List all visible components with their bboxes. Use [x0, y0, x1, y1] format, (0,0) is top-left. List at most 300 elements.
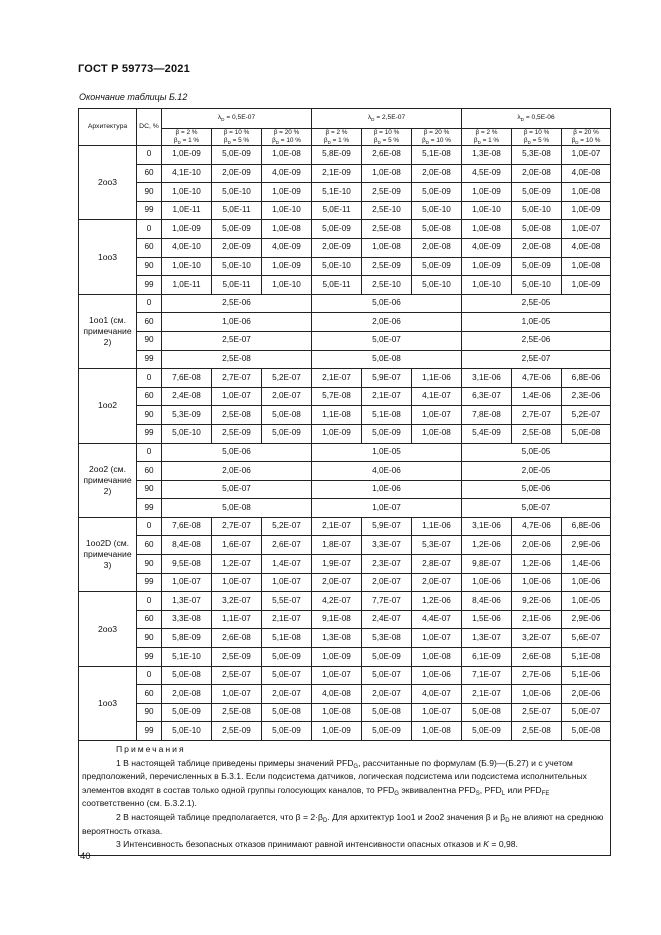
- value-cell: 1,9E-07: [312, 555, 362, 574]
- table-row: [79, 331, 611, 350]
- value-cell: 5,1E-08: [262, 629, 312, 648]
- value-cell: 1,0E-11: [162, 276, 212, 295]
- table-row: [79, 201, 611, 220]
- value-cell: 1,0E-07: [412, 629, 462, 648]
- value-cell: 2,0E-06: [162, 462, 312, 481]
- value-cell: 2,0E-05: [462, 462, 611, 481]
- value-cell: 6,8E-06: [562, 517, 611, 536]
- beta-d-value: = 5 %: [530, 137, 550, 144]
- value-cell: 1,0E-09: [462, 183, 512, 202]
- value-cell: 2,7E-07: [212, 369, 262, 388]
- value-cell: 1,0E-08: [462, 220, 512, 239]
- beta-d-subscript: D: [377, 140, 381, 145]
- table-row: [79, 722, 611, 741]
- value-cell: 2,0E-08: [412, 164, 462, 183]
- header-beta: [562, 129, 611, 146]
- page-number: 40: [80, 851, 91, 862]
- value-cell: 3,3E-08: [162, 610, 212, 629]
- value-cell: 5,0E-09: [262, 648, 312, 667]
- value-cell: 4,1E-10: [162, 164, 212, 183]
- note-1-sub: G: [394, 790, 399, 797]
- beta-d-subscript: D: [527, 140, 531, 145]
- value-cell: 5,8E-09: [312, 146, 362, 165]
- architecture-cell: 1oo2D (см. примечание 3): [79, 517, 137, 591]
- value-cell: 1,0E-06: [312, 480, 462, 499]
- value-cell: 1,3E-08: [312, 629, 362, 648]
- value-cell: 5,3E-08: [362, 629, 412, 648]
- value-cell: 5,0E-11: [312, 276, 362, 295]
- value-cell: 1,0E-09: [162, 146, 212, 165]
- value-cell: 5,4E-09: [462, 424, 512, 443]
- dc-cell: 60: [137, 238, 162, 257]
- dc-cell: 99: [137, 722, 162, 741]
- dc-cell: 99: [137, 499, 162, 518]
- value-cell: 1,4E-06: [562, 555, 611, 574]
- value-cell: 1,2E-06: [462, 536, 512, 555]
- value-cell: 5,0E-09: [462, 722, 512, 741]
- value-cell: 1,0E-09: [562, 276, 611, 295]
- value-cell: 2,5E-09: [212, 648, 262, 667]
- value-cell: 1,0E-06: [562, 573, 611, 592]
- value-cell: 1,0E-09: [312, 722, 362, 741]
- value-cell: 1,4E-06: [512, 387, 562, 406]
- value-cell: 1,0E-11: [162, 201, 212, 220]
- beta-d-subscript: D: [575, 140, 579, 145]
- beta-text: β = 20 %: [573, 129, 599, 136]
- value-cell: 7,6E-08: [162, 369, 212, 388]
- dc-cell: 90: [137, 183, 162, 202]
- value-cell: 1,0E-09: [462, 257, 512, 276]
- value-cell: 1,0E-08: [412, 648, 462, 667]
- value-cell: 5,0E-08: [262, 703, 312, 722]
- note-2-sub: D: [505, 817, 510, 824]
- value-cell: 1,0E-07: [212, 685, 262, 704]
- table-row: [79, 629, 611, 648]
- value-cell: 1,0E-07: [162, 573, 212, 592]
- dc-cell: 99: [137, 276, 162, 295]
- value-cell: 5,0E-09: [262, 722, 312, 741]
- value-cell: 1,2E-06: [412, 592, 462, 611]
- value-cell: 2,5E-06: [462, 331, 611, 350]
- value-cell: 1,5E-06: [462, 610, 512, 629]
- dc-cell: 99: [137, 350, 162, 369]
- value-cell: 1,0E-08: [412, 722, 462, 741]
- value-cell: 1,0E-06: [512, 573, 562, 592]
- dc-cell: 99: [137, 424, 162, 443]
- note-3: [82, 838, 607, 852]
- value-cell: 2,5E-09: [362, 257, 412, 276]
- beta-text: β = 2 %: [475, 129, 498, 136]
- value-cell: 5,0E-10: [412, 201, 462, 220]
- dc-cell: 60: [137, 462, 162, 481]
- value-cell: 5,0E-09: [162, 703, 212, 722]
- dc-cell: 60: [137, 387, 162, 406]
- value-cell: 1,0E-10: [162, 183, 212, 202]
- value-cell: 5,7E-08: [312, 387, 362, 406]
- value-cell: 2,3E-07: [362, 555, 412, 574]
- table-row: [79, 517, 611, 536]
- value-cell: 2,5E-09: [212, 424, 262, 443]
- value-cell: 1,3E-07: [462, 629, 512, 648]
- value-cell: 5,0E-08: [412, 220, 462, 239]
- note-3-k: K: [483, 839, 490, 850]
- lambda-subscript: D: [371, 117, 375, 123]
- beta-d-symbol: β: [422, 137, 426, 144]
- value-cell: 4,0E-10: [162, 238, 212, 257]
- beta-d-value: = 1 %: [480, 137, 500, 144]
- note-2: [82, 811, 607, 838]
- dc-cell: 99: [137, 573, 162, 592]
- value-cell: 5,1E-10: [312, 183, 362, 202]
- value-cell: 5,2E-07: [262, 369, 312, 388]
- beta-d-subscript: D: [327, 140, 331, 145]
- value-cell: 5,0E-08: [162, 666, 212, 685]
- header-dc-label: DC, %: [139, 122, 159, 130]
- value-cell: 5,0E-09: [312, 220, 362, 239]
- value-cell: 5,9E-07: [362, 517, 412, 536]
- value-cell: 2,0E-07: [262, 685, 312, 704]
- document-header: ГОСТ Р 59773—2021: [78, 63, 190, 75]
- dc-cell: 60: [137, 685, 162, 704]
- value-cell: 2,1E-07: [312, 517, 362, 536]
- value-cell: 5,3E-07: [412, 536, 462, 555]
- value-cell: 2,0E-07: [362, 573, 412, 592]
- value-cell: 2,5E-07: [512, 703, 562, 722]
- value-cell: 1,0E-07: [562, 220, 611, 239]
- value-cell: 5,5E-07: [262, 592, 312, 611]
- table-row: [79, 573, 611, 592]
- architecture-cell: 1oo2: [79, 369, 137, 443]
- value-cell: 5,0E-09: [362, 648, 412, 667]
- table-row: [79, 257, 611, 276]
- value-cell: 5,9E-07: [362, 369, 412, 388]
- value-cell: 3,2E-07: [212, 592, 262, 611]
- value-cell: 5,0E-10: [412, 276, 462, 295]
- value-cell: 5,0E-11: [212, 276, 262, 295]
- value-cell: 2,5E-09: [212, 722, 262, 741]
- value-cell: 5,3E-08: [512, 146, 562, 165]
- note-1-sub: S: [475, 790, 480, 797]
- value-cell: 2,6E-08: [512, 648, 562, 667]
- value-cell: 8,4E-08: [162, 536, 212, 555]
- dc-cell: 0: [137, 146, 162, 165]
- architecture-cell: 1oo3: [79, 666, 137, 740]
- value-cell: 1,3E-08: [462, 146, 512, 165]
- value-cell: 2,5E-08: [212, 406, 262, 425]
- value-cell: 1,0E-09: [562, 201, 611, 220]
- note-1-text: или PFD: [505, 784, 542, 795]
- beta-text: β = 20 %: [423, 129, 450, 136]
- dc-cell: 0: [137, 369, 162, 388]
- beta-d-subscript: D: [227, 140, 231, 145]
- value-cell: 2,0E-08: [512, 164, 562, 183]
- value-cell: 2,5E-08: [512, 722, 562, 741]
- dc-cell: 0: [137, 294, 162, 313]
- value-cell: 2,3E-06: [562, 387, 611, 406]
- table-row: [79, 685, 611, 704]
- value-cell: 5,2E-07: [262, 517, 312, 536]
- value-cell: 4,0E-07: [412, 685, 462, 704]
- value-cell: 2,0E-08: [162, 685, 212, 704]
- value-cell: 9,2E-06: [512, 592, 562, 611]
- value-cell: 5,0E-11: [212, 201, 262, 220]
- value-cell: 5,1E-08: [412, 146, 462, 165]
- table-row: [79, 610, 611, 629]
- value-cell: 2,5E-07: [162, 331, 312, 350]
- value-cell: 5,1E-08: [362, 406, 412, 425]
- value-cell: 1,0E-09: [312, 424, 362, 443]
- results-table: [78, 108, 611, 856]
- value-cell: 5,0E-07: [262, 666, 312, 685]
- value-cell: 8,4E-06: [462, 592, 512, 611]
- value-cell: 5,0E-08: [362, 703, 412, 722]
- value-cell: 7,7E-07: [362, 592, 412, 611]
- beta-d-value: = 1 %: [180, 137, 200, 144]
- beta-d-symbol: β: [272, 137, 276, 144]
- header-lambda-3: [462, 109, 611, 129]
- value-cell: 2,6E-07: [262, 536, 312, 555]
- value-cell: 2,5E-10: [362, 201, 412, 220]
- value-cell: 5,0E-10: [512, 201, 562, 220]
- header-beta: [212, 129, 262, 146]
- beta-text: β = 10 %: [373, 129, 400, 136]
- note-1-sub: FE: [541, 790, 550, 797]
- table-row: [79, 238, 611, 257]
- dc-cell: 90: [137, 555, 162, 574]
- value-cell: 5,0E-09: [212, 220, 262, 239]
- value-cell: 2,1E-07: [262, 610, 312, 629]
- value-cell: 1,1E-08: [312, 406, 362, 425]
- value-cell: 2,6E-08: [362, 146, 412, 165]
- value-cell: 1,0E-08: [312, 703, 362, 722]
- beta-text: β = 2 %: [175, 129, 198, 136]
- value-cell: 5,6E-07: [562, 629, 611, 648]
- header-lambda-1: [162, 109, 312, 129]
- architecture-cell: 1oo1 (см. примечание 2): [79, 294, 137, 368]
- table-row: [79, 424, 611, 443]
- lambda-value: = 2,5E-07: [374, 114, 406, 122]
- value-cell: 5,8E-09: [162, 629, 212, 648]
- value-cell: 4,4E-07: [412, 610, 462, 629]
- header-architecture: Архитектура: [79, 109, 137, 146]
- table-row: [79, 592, 611, 611]
- value-cell: 1,0E-08: [562, 183, 611, 202]
- notes-block: [79, 741, 611, 856]
- header-dc: [137, 109, 162, 146]
- architecture-cell: 2oo3: [79, 146, 137, 220]
- table-row: [79, 443, 611, 462]
- value-cell: 5,2E-07: [562, 406, 611, 425]
- value-cell: 5,0E-06: [312, 294, 462, 313]
- beta-d-value: = 10 %: [279, 137, 301, 144]
- value-cell: 3,1E-06: [462, 517, 512, 536]
- value-cell: 1,8E-07: [312, 536, 362, 555]
- table-row: [79, 146, 611, 165]
- dc-cell: 90: [137, 331, 162, 350]
- lambda-symbol: λ: [517, 114, 521, 122]
- dc-cell: 90: [137, 257, 162, 276]
- beta-d-symbol: β: [571, 137, 576, 144]
- beta-d-symbol: β: [523, 137, 528, 144]
- value-cell: 1,0E-07: [262, 573, 312, 592]
- note-3-text: = 0,98.: [489, 839, 518, 850]
- value-cell: 1,0E-05: [562, 592, 611, 611]
- dc-cell: 90: [137, 629, 162, 648]
- table-row: [79, 499, 611, 518]
- dc-cell: 0: [137, 517, 162, 536]
- value-cell: 5,1E-06: [562, 666, 611, 685]
- beta-d-value: = 10 %: [429, 137, 451, 144]
- beta-d-subscript: D: [275, 140, 280, 145]
- lambda-value: = 0,5E-07: [224, 114, 256, 122]
- value-cell: 2,8E-07: [412, 555, 462, 574]
- value-cell: 5,0E-10: [512, 276, 562, 295]
- value-cell: 1,0E-09: [312, 648, 362, 667]
- note-1-sub: G: [353, 763, 359, 770]
- value-cell: 1,0E-10: [262, 276, 312, 295]
- value-cell: 1,0E-08: [262, 146, 312, 165]
- value-cell: 4,2E-07: [312, 592, 362, 611]
- value-cell: 5,0E-10: [162, 722, 212, 741]
- value-cell: 1,0E-10: [162, 257, 212, 276]
- table-row: [79, 666, 611, 685]
- table-row: [79, 648, 611, 667]
- beta-d-subscript: D: [477, 140, 481, 145]
- table-row: [79, 369, 611, 388]
- value-cell: 2,1E-07: [312, 369, 362, 388]
- dc-cell: 90: [137, 703, 162, 722]
- note-2-text: не влияют на среднюю вероятность отказа.: [82, 811, 604, 836]
- beta-text: β = 10 %: [223, 129, 250, 136]
- value-cell: 1,0E-08: [362, 164, 412, 183]
- dc-cell: 90: [137, 406, 162, 425]
- value-cell: 4,0E-06: [312, 462, 462, 481]
- value-cell: 9,1E-08: [312, 610, 362, 629]
- value-cell: 2,6E-08: [212, 629, 262, 648]
- value-cell: 2,7E-07: [512, 406, 562, 425]
- beta-d-symbol: β: [173, 137, 178, 144]
- value-cell: 1,0E-08: [412, 424, 462, 443]
- value-cell: 2,0E-07: [412, 573, 462, 592]
- value-cell: 1,1E-06: [412, 517, 462, 536]
- table-row: [79, 703, 611, 722]
- value-cell: 6,1E-09: [462, 648, 512, 667]
- dc-cell: 0: [137, 220, 162, 239]
- value-cell: 7,6E-08: [162, 517, 212, 536]
- value-cell: 5,0E-07: [562, 703, 611, 722]
- value-cell: 1,0E-07: [212, 387, 262, 406]
- value-cell: 1,0E-06: [462, 573, 512, 592]
- dc-cell: 60: [137, 313, 162, 332]
- header-beta: [362, 129, 412, 146]
- value-cell: 5,0E-07: [312, 331, 462, 350]
- lambda-subscript: D: [520, 117, 525, 123]
- value-cell: 4,1E-07: [412, 387, 462, 406]
- value-cell: 6,3E-07: [462, 387, 512, 406]
- note-3-text: 3 Интенсивность безопасных отказов принимают равной интенсивности опасных отказов и: [116, 839, 484, 850]
- notes-row: [79, 741, 611, 856]
- table-row: [79, 536, 611, 555]
- value-cell: 2,5E-07: [462, 350, 611, 369]
- value-cell: 2,7E-07: [212, 517, 262, 536]
- beta-text: β = 2 %: [325, 129, 348, 136]
- value-cell: 1,0E-08: [362, 238, 412, 257]
- architecture-cell: 2oo2 (см. примечание 2): [79, 443, 137, 517]
- header-beta: [312, 129, 362, 146]
- value-cell: 5,0E-08: [562, 722, 611, 741]
- value-cell: 2,0E-09: [312, 238, 362, 257]
- table-row: [79, 313, 611, 332]
- beta-d-value: = 5 %: [230, 137, 250, 144]
- value-cell: 4,7E-06: [512, 517, 562, 536]
- value-cell: 5,1E-10: [162, 648, 212, 667]
- table-row: [79, 183, 611, 202]
- value-cell: 2,5E-09: [362, 183, 412, 202]
- value-cell: 2,0E-09: [212, 238, 262, 257]
- table-row: [79, 294, 611, 313]
- dc-cell: 99: [137, 201, 162, 220]
- value-cell: 1,2E-07: [212, 555, 262, 574]
- value-cell: 2,9E-06: [562, 610, 611, 629]
- header-beta: [262, 129, 312, 146]
- value-cell: 5,1E-08: [562, 648, 611, 667]
- value-cell: 5,0E-09: [262, 424, 312, 443]
- lambda-value: = 0,5E-06: [524, 114, 555, 122]
- value-cell: 1,0E-06: [512, 685, 562, 704]
- table-row: [79, 406, 611, 425]
- value-cell: 5,0E-09: [412, 257, 462, 276]
- value-cell: 5,0E-07: [362, 666, 412, 685]
- value-cell: 9,5E-08: [162, 555, 212, 574]
- lambda-symbol: λ: [217, 114, 222, 122]
- note-1: [82, 757, 607, 811]
- header-beta: [412, 129, 462, 146]
- value-cell: 2,9E-06: [562, 536, 611, 555]
- value-cell: 5,0E-09: [512, 183, 562, 202]
- value-cell: 1,0E-07: [312, 499, 462, 518]
- value-cell: 5,0E-09: [412, 183, 462, 202]
- value-cell: 2,7E-06: [512, 666, 562, 685]
- note-2-text: 2 В настоящей таблице предполагается, что β = 2·β: [116, 811, 323, 822]
- value-cell: 1,1E-07: [212, 610, 262, 629]
- note-1-text: , рассчитанные по формулам (Б.9)—(Б.27) и с учетом предположений, перечисленных в Б.3.1. Если подсистема датчиков, логическая подсистема или подсистема исполнительных элементов входят в состав только одной группы голосующих каналов, то PFD: [82, 757, 587, 795]
- value-cell: 2,0E-07: [312, 573, 362, 592]
- value-cell: 1,0E-05: [462, 313, 611, 332]
- note-1-text: соответственно (см. Б.3.2.1).: [82, 798, 197, 809]
- architecture-cell: 1oo3: [79, 220, 137, 294]
- dc-cell: 90: [137, 480, 162, 499]
- value-cell: 2,0E-07: [362, 685, 412, 704]
- value-cell: 4,0E-08: [562, 164, 611, 183]
- value-cell: 4,7E-06: [512, 369, 562, 388]
- value-cell: 2,5E-08: [362, 220, 412, 239]
- value-cell: 1,0E-07: [412, 703, 462, 722]
- value-cell: 2,0E-06: [512, 536, 562, 555]
- value-cell: 1,0E-09: [262, 257, 312, 276]
- value-cell: 1,3E-07: [162, 592, 212, 611]
- beta-d-symbol: β: [373, 137, 378, 144]
- value-cell: 1,0E-10: [462, 201, 512, 220]
- beta-text: β = 20 %: [273, 129, 300, 136]
- value-cell: 2,5E-08: [512, 424, 562, 443]
- beta-d-value: = 1 %: [330, 137, 350, 144]
- dc-cell: 60: [137, 610, 162, 629]
- value-cell: 4,0E-08: [312, 685, 362, 704]
- value-cell: 2,1E-09: [312, 164, 362, 183]
- dc-cell: 99: [137, 648, 162, 667]
- value-cell: 2,4E-08: [162, 387, 212, 406]
- value-cell: 4,5E-09: [462, 164, 512, 183]
